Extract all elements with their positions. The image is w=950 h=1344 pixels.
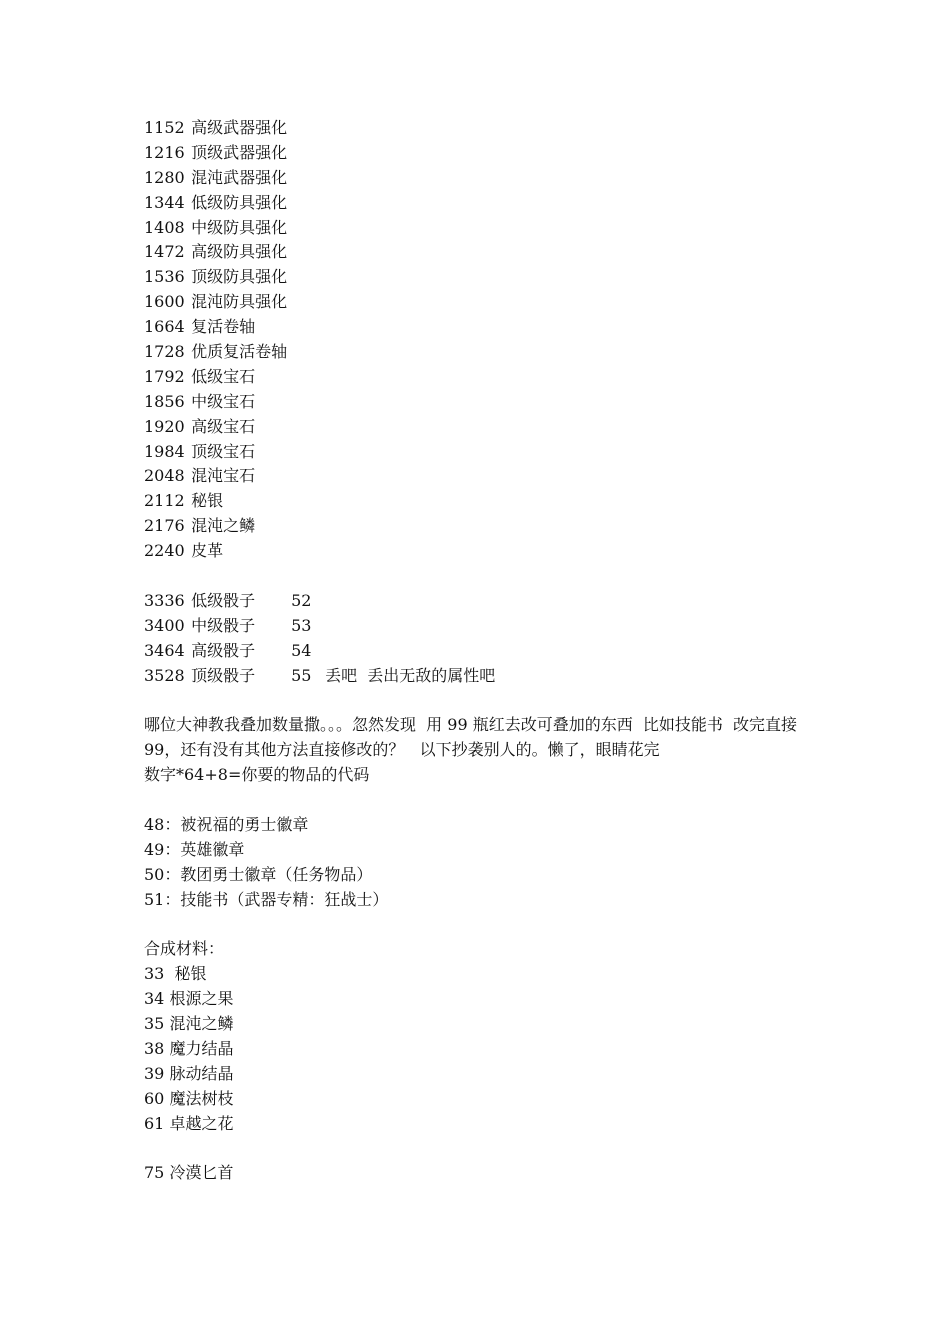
- list-item: 3528 顶级骰子 55 丢吧 丢出无敌的属性吧: [144, 665, 496, 685]
- list-item: 1856 中级宝石: [144, 391, 256, 411]
- spacer: [144, 564, 824, 589]
- list-item: 38 魔力结晶: [144, 1038, 234, 1058]
- question-paragraph: [144, 713, 824, 788]
- list-item: 1216 顶级武器强化: [144, 142, 288, 162]
- list-item: 48：被祝福的勇士徽章: [144, 814, 309, 834]
- list-item: 33 秘银: [144, 964, 207, 984]
- spacer: [144, 788, 824, 813]
- list-item: 3400 中级骰子 53: [144, 615, 312, 635]
- item-list: [144, 116, 824, 564]
- paragraph-line: 哪位大神教我叠加数量撒。。。忽然发现 用 99 瓶红去改可叠加的东西 比如技能书 改完直接: [144, 715, 798, 735]
- list-item: 1728 优质复活卷轴: [144, 342, 288, 362]
- list-item: 1344 低级防具强化: [144, 192, 288, 212]
- list-item: 2240 皮革: [144, 541, 224, 561]
- list-item: 35 混沌之鳞: [144, 1014, 234, 1034]
- section-heading: 合成材料：: [144, 939, 225, 959]
- list-item: 3464 高级骰子 54: [144, 640, 312, 660]
- materials-section: [144, 937, 824, 1136]
- list-item: 1472 高级防具强化: [144, 242, 288, 262]
- list-item: 2176 混沌之鳞: [144, 516, 256, 536]
- list-item: 3336 低级骰子 52: [144, 590, 312, 610]
- list-item: 49：英雄徽章: [144, 839, 245, 859]
- document-page: [144, 116, 824, 1186]
- spacer: [144, 688, 824, 713]
- list-item: 1408 中级防具强化: [144, 217, 288, 237]
- paragraph-line: 99，还有没有其他方法直接修改的？ 以下抄袭别人的。懒了，眼睛花完: [144, 740, 660, 760]
- list-item: 1600 混沌防具强化: [144, 292, 288, 312]
- list-item: 60 魔法树枝: [144, 1088, 234, 1108]
- list-item: 51：技能书（武器专精：狂战士）: [144, 889, 389, 909]
- dice-list: [144, 589, 824, 689]
- list-item: 1920 高级宝石: [144, 416, 256, 436]
- list-item: 2112 秘银: [144, 491, 224, 511]
- list-item: 1280 混沌武器强化: [144, 167, 288, 187]
- quest-item-list: [144, 813, 824, 913]
- spacer: [144, 913, 824, 938]
- list-item: 1792 低级宝石: [144, 366, 256, 386]
- formula-line: 数字*64+8=你要的物品的代码: [144, 765, 370, 785]
- list-item: 39 脉动结晶: [144, 1063, 234, 1083]
- list-item: 1152 高级武器强化: [144, 118, 288, 137]
- list-item: 61 卓越之花: [144, 1113, 234, 1133]
- list-item: 2048 混沌宝石: [144, 466, 256, 486]
- list-item: 1984 顶级宝石: [144, 441, 256, 461]
- list-item: 1536 顶级防具强化: [144, 267, 288, 287]
- spacer: [144, 1137, 824, 1162]
- list-item: 1664 复活卷轴: [144, 317, 256, 337]
- list-item: 50：教团勇士徽章（任务物品）: [144, 864, 373, 884]
- list-item: 34 根源之果: [144, 989, 234, 1009]
- list-item: 75 冷漠匕首: [144, 1163, 234, 1183]
